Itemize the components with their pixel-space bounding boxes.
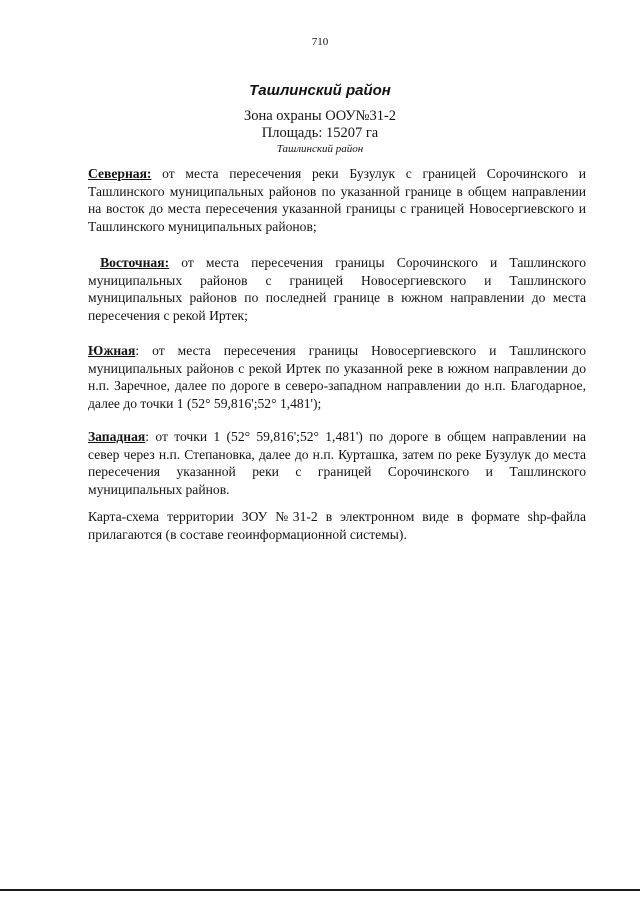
south-boundary-paragraph (88, 342, 586, 412)
west-boundary-text: : от точки 1 (52° 59,816';52° 1,481') по дороге в общем направлении на север через н.п. Степановка, далее до н.п. Курташка, затем по реке Бузулук до места пересечения указанной реки с границей Сорочинского и Ташлинского муниципальных райнов. (88, 429, 586, 497)
east-boundary-heading: Восточная: (100, 255, 170, 270)
district-title: Ташлинский район (249, 82, 391, 99)
zone-name: Зона охраны ООУ№31-2 (243, 108, 397, 124)
west-boundary-heading: Западная (88, 429, 146, 444)
north-boundary-heading: Северная: (88, 166, 152, 181)
map-note-paragraph: Карта-схема территории ЗОУ №31-2 в электронном виде в формате shp-файла прилагаются (в составе геоинформационной системы). (88, 509, 586, 542)
south-boundary-text: : от места пересечения границы Новосергиевского и Ташлинского муниципальных районов с рекой Иртек по указанной реке в южном направлении до н.п. Заречное, далее по дороге в северо-западном направлении до н.п. Благодарное, далее до точки 1 (52° 59,816';52° 1,481'); (88, 343, 586, 411)
north-boundary-paragraph (88, 165, 586, 235)
east-boundary-paragraph (88, 254, 586, 324)
east-boundary-text: от места пересечения границы Сорочинского и Ташлинского муниципальных районов с границей Новосергиевского и Ташлинского муниципальных районов по последней границе в южном направлении до места пересечения с рекой Иртек; (88, 255, 586, 323)
zone-area: Площадь: 15207 га (261, 125, 379, 141)
north-boundary-text: от места пересечения реки Бузулук с границей Сорочинского и Ташлинского муниципальных районов по указанной границе в общем направлении на восток до места пересечения указанной границы с границей Новосергиевского и Ташлинского муниципальных районов; (88, 166, 586, 234)
page-number: 710 (311, 36, 329, 48)
west-boundary-paragraph (88, 428, 586, 498)
south-boundary-heading: Южная (88, 343, 136, 358)
zone-district: Ташлинский район (276, 143, 364, 155)
bottom-rule (0, 889, 640, 891)
